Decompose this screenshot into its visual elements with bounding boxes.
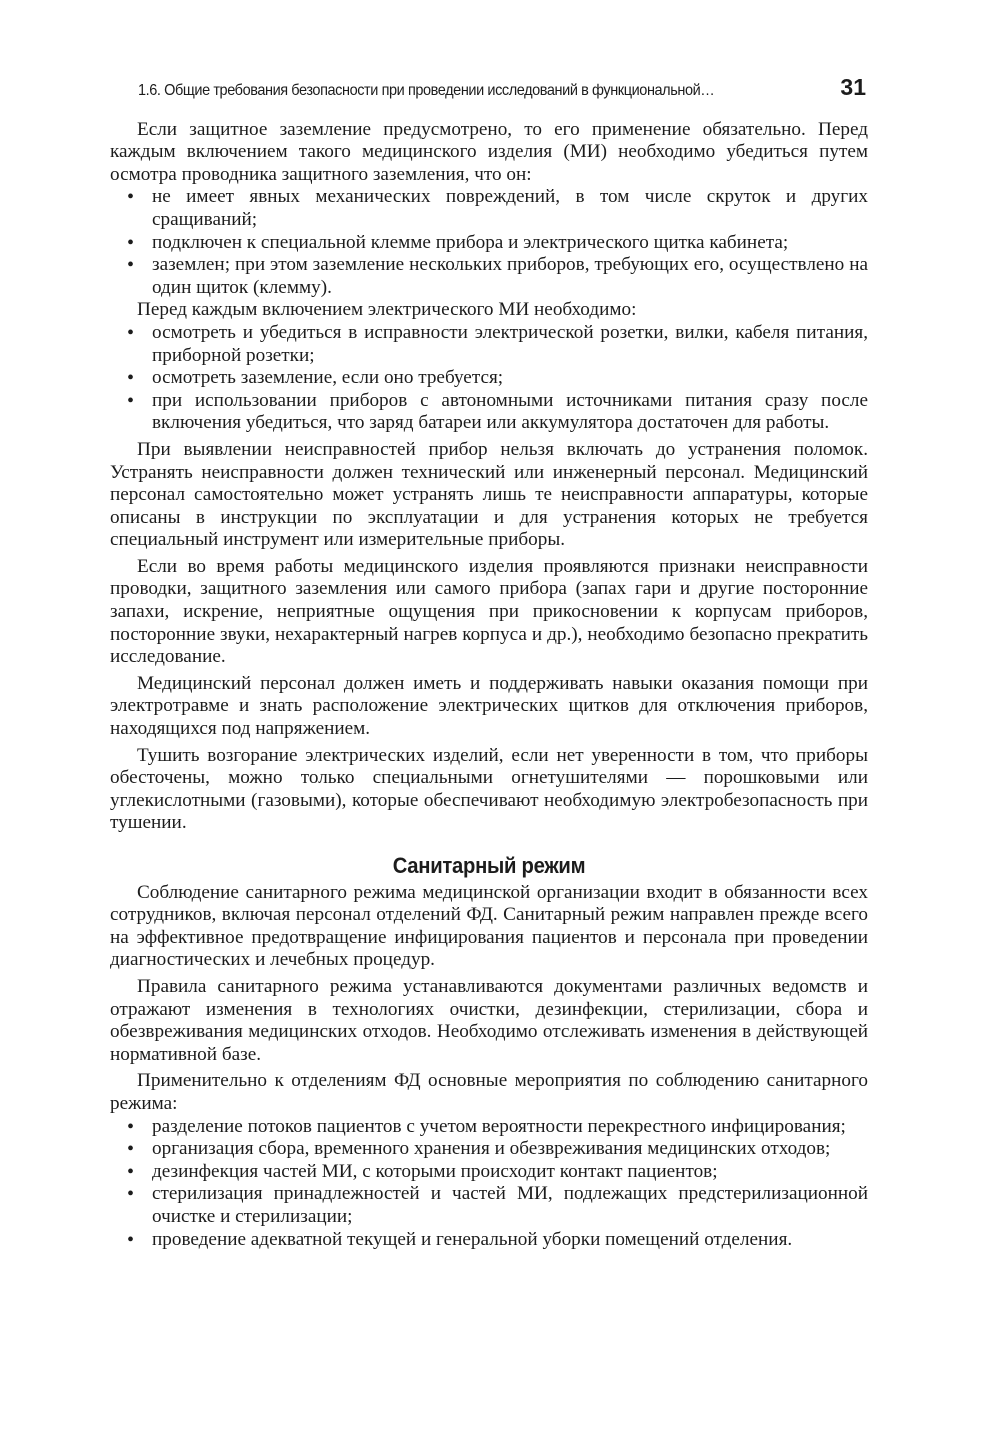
list-item: • заземлен; при этом заземление нескольких приборов, требующих его, осуществлено на один щиток (клемму). <box>110 254 868 299</box>
list-item: • осмотреть и убедиться в исправности электрической розетки, вилки, кабеля питания, приборной розетки; <box>110 322 868 367</box>
list-item: • подключен к специальной клемме прибора и электрического щитка кабинета; <box>110 232 868 255</box>
list-item: • при использовании приборов с автономными источниками питания сразу после включения убедиться, что заряд батареи или аккумулятора достаточен для работы. <box>110 390 868 435</box>
paragraph-grounding: Если защитное заземление предусмотрено, то его применение обязательно. Перед каждым включением такого медицинского изделия (МИ) необходимо убедиться путем осмотра проводника защитного заземления, что он: <box>110 118 868 185</box>
paragraph-sanitary-measures: Применительно к отделениям ФД основные мероприятия по соблюдению санитарного режима: <box>110 1070 868 1114</box>
paragraph-malfunctions: При выявлении неисправностей прибор нельзя включать до устранения поломок. Устранять неисправности должен технический или инженерный персонал. Медицинский персонал самостоятельно может устранять лишь те неисправности аппаратуры, которые описаны в инструкции по эксплуатации и для устранения которых не требуется специальный инструмент или измерительные приборы. <box>110 438 868 551</box>
list-item: • организация сбора, временного хранения и обезвреживания медицинских отходов; <box>110 1138 868 1161</box>
list-item: • стерилизация принадлежностей и частей МИ, подлежащих предстерилизационной очистке и стерилизации; <box>110 1183 868 1228</box>
book-page <box>110 76 868 1251</box>
sanitary-measures-list <box>110 1116 868 1252</box>
paragraph-fault-signs: Если во время работы медицинского изделия проявляются признаки неисправности проводки, защитного заземления или самого прибора (запах гари и другие посторонние запахи, искрение, неприятные ощущения при прикосновении к корпусам приборов, посторонние звуки, нехарактерный нагрев корпуса и др.), необходимо безопасно прекратить исследование. <box>110 555 868 668</box>
paragraph-fire: Тушить возгорание электрических изделий, если нет уверенности в том, что приборы обесточены, можно только специальными огнетушителями — порошковыми или углекислотными (газовыми), которые обеспечивают необходимую электробезопасность при тушении. <box>110 744 868 834</box>
list-item: • дезинфекция частей МИ, с которыми происходит контакт пациентов; <box>110 1161 868 1184</box>
switch-on-checklist <box>110 322 868 435</box>
running-title: 1.6. Общие требования безопасности при проведении исследований в функциональной… <box>138 82 715 99</box>
paragraph-sanitary-rules: Правила санитарного режима устанавливаются документами различных ведомств и отражают изменения в технологиях очистки, дезинфекции, стерилизации, сбора и обезвреживания медицинских отходов. Необходимо отслеживать изменения в действующей нормативной базе. <box>110 975 868 1065</box>
list-item: • проведение адекватной текущей и генеральной уборки помещений отделения. <box>110 1229 868 1252</box>
list-item: • осмотреть заземление, если оно требуется; <box>110 367 868 390</box>
paragraph-before-switch-on: Перед каждым включением электрического МИ необходимо: <box>137 299 637 321</box>
section-heading: Санитарный режим <box>392 853 586 878</box>
paragraph-sanitary-intro: Соблюдение санитарного режима медицинской организации входит в обязанности всех сотрудников, включая персонал отделений ФД. Санитарный режим направлен прежде всего на эффективное предотвращение инфицирования пациентов и персонала при проведении диагностических и лечебных процедур. <box>110 881 868 971</box>
paragraph-first-aid: Медицинский персонал должен иметь и поддерживать навыки оказания помощи при электротравме и знать расположение электрических щитков для отключения приборов, находящихся под напряжением. <box>110 672 868 740</box>
page-header <box>110 76 868 103</box>
list-item: • не имеет явных механических повреждений, в том числе скруток и других сращиваний; <box>110 186 868 231</box>
page-number: 31 <box>840 74 866 100</box>
grounding-checklist <box>110 186 868 299</box>
list-item: • разделение потоков пациентов с учетом вероятности перекрестного инфицирования; <box>110 1116 868 1139</box>
